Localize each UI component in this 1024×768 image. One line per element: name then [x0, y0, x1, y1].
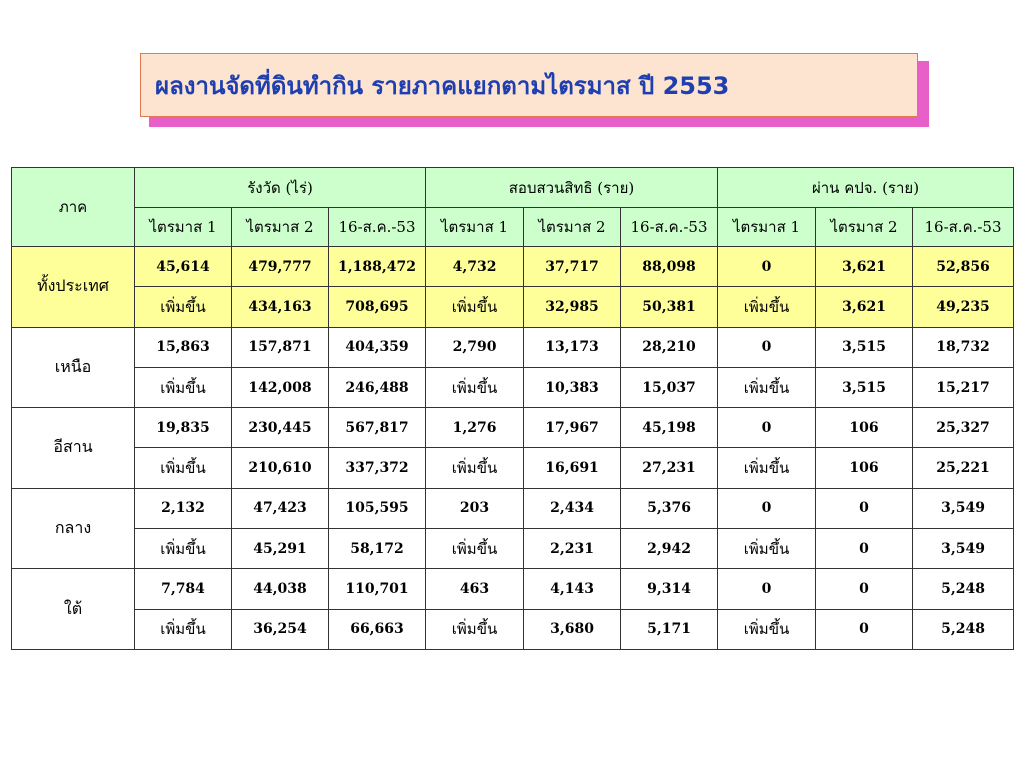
table-cell: 1,188,472	[329, 247, 426, 287]
subheader: ไตรมาส 1	[426, 208, 524, 247]
table-cell: 5,171	[621, 609, 718, 649]
table-cell: 210,610	[232, 448, 329, 488]
table-cell: 3,621	[816, 287, 913, 327]
table-cell: 479,777	[232, 247, 329, 287]
table-cell: 230,445	[232, 408, 329, 448]
region-name: อีสาน	[12, 408, 135, 489]
increase-label: เพิ่มขึ้น	[426, 448, 524, 488]
table-cell: 16,691	[524, 448, 621, 488]
subheader: ไตรมาส 1	[135, 208, 232, 247]
table-cell: 0	[816, 529, 913, 569]
increase-label: เพิ่มขึ้น	[718, 367, 816, 407]
increase-label: เพิ่มขึ้น	[426, 287, 524, 327]
table-cell: 3,515	[816, 367, 913, 407]
table-cell: 15,863	[135, 327, 232, 367]
table-cell: 88,098	[621, 247, 718, 287]
table-cell: 3,549	[913, 488, 1014, 528]
table-body	[12, 247, 1014, 650]
increase-label: เพิ่มขึ้น	[135, 287, 232, 327]
table-cell: 5,248	[913, 609, 1014, 649]
table-cell: 25,327	[913, 408, 1014, 448]
slide-title: ผลงานจัดที่ดินทำกิน รายภาคแยกตามไตรมาส ปี 2553	[155, 71, 730, 100]
table-cell: 10,383	[524, 367, 621, 407]
table-cell: 15,217	[913, 367, 1014, 407]
table-cell: 49,235	[913, 287, 1014, 327]
table-cell: 404,359	[329, 327, 426, 367]
region-name: เหนือ	[12, 327, 135, 408]
table-cell: 13,173	[524, 327, 621, 367]
table-cell: 5,376	[621, 488, 718, 528]
table-cell: 2,790	[426, 327, 524, 367]
table-cell: 3,621	[816, 247, 913, 287]
table-row-central-2	[12, 529, 1014, 569]
table-cell: 2,942	[621, 529, 718, 569]
table-cell: 17,967	[524, 408, 621, 448]
table-cell: 9,314	[621, 569, 718, 609]
subheader: ไตรมาส 2	[232, 208, 329, 247]
table-row-northeast-1	[12, 408, 1014, 448]
increase-label: เพิ่มขึ้น	[135, 367, 232, 407]
table-cell: 157,871	[232, 327, 329, 367]
table-cell: 47,423	[232, 488, 329, 528]
table-cell: 0	[718, 327, 816, 367]
increase-label: เพิ่มขึ้น	[135, 529, 232, 569]
subheader: ไตรมาส 2	[816, 208, 913, 247]
region-header: ภาค	[12, 168, 135, 247]
subheader: ไตรมาส 2	[524, 208, 621, 247]
table-cell: 45,198	[621, 408, 718, 448]
table-cell: 19,835	[135, 408, 232, 448]
table-cell: 66,663	[329, 609, 426, 649]
table-cell: 203	[426, 488, 524, 528]
table-cell: 2,132	[135, 488, 232, 528]
table-cell: 44,038	[232, 569, 329, 609]
table-cell: 52,856	[913, 247, 1014, 287]
increase-label: เพิ่มขึ้น	[718, 529, 816, 569]
table-cell: 0	[718, 408, 816, 448]
title-box	[140, 53, 918, 117]
table-row-northeast-2	[12, 448, 1014, 488]
table-cell: 4,732	[426, 247, 524, 287]
header-row-periods	[12, 208, 1014, 247]
region-name: กลาง	[12, 488, 135, 569]
table-cell: 0	[718, 569, 816, 609]
table-row-nationwide-2	[12, 287, 1014, 327]
region-name: ทั้งประเทศ	[12, 247, 135, 328]
table-row-south-2	[12, 609, 1014, 649]
increase-label: เพิ่มขึ้น	[135, 609, 232, 649]
table-cell: 0	[718, 488, 816, 528]
increase-label: เพิ่มขึ้น	[426, 609, 524, 649]
header-row-groups	[12, 168, 1014, 208]
table-cell: 106	[816, 448, 913, 488]
table-cell: 15,037	[621, 367, 718, 407]
table-row-central-1	[12, 488, 1014, 528]
table-cell: 5,248	[913, 569, 1014, 609]
group-header-investigation: สอบสวนสิทธิ (ราย)	[426, 168, 718, 208]
table-cell: 0	[718, 247, 816, 287]
table-cell: 463	[426, 569, 524, 609]
table-cell: 45,614	[135, 247, 232, 287]
table-cell: 3,515	[816, 327, 913, 367]
table-cell: 0	[816, 609, 913, 649]
table-cell: 32,985	[524, 287, 621, 327]
table-cell: 142,008	[232, 367, 329, 407]
table-row-nationwide-1	[12, 247, 1014, 287]
table-cell: 567,817	[329, 408, 426, 448]
table-cell: 25,221	[913, 448, 1014, 488]
table-row-south-1	[12, 569, 1014, 609]
table-cell: 434,163	[232, 287, 329, 327]
table-cell: 3,549	[913, 529, 1014, 569]
table-cell: 3,680	[524, 609, 621, 649]
increase-label: เพิ่มขึ้น	[426, 367, 524, 407]
subheader: 16-ส.ค.-53	[913, 208, 1014, 247]
table-cell: 28,210	[621, 327, 718, 367]
table-cell: 2,434	[524, 488, 621, 528]
region-name: ใต้	[12, 569, 135, 650]
increase-label: เพิ่มขึ้น	[426, 529, 524, 569]
table-cell: 7,784	[135, 569, 232, 609]
table-cell: 110,701	[329, 569, 426, 609]
increase-label: เพิ่มขึ้น	[718, 287, 816, 327]
table-cell: 18,732	[913, 327, 1014, 367]
table-cell: 2,231	[524, 529, 621, 569]
results-table	[11, 167, 1014, 650]
subheader: 16-ส.ค.-53	[621, 208, 718, 247]
table-cell: 45,291	[232, 529, 329, 569]
table-cell: 708,695	[329, 287, 426, 327]
table-cell: 58,172	[329, 529, 426, 569]
table-cell: 37,717	[524, 247, 621, 287]
table-cell: 246,488	[329, 367, 426, 407]
increase-label: เพิ่มขึ้น	[718, 609, 816, 649]
table-cell: 105,595	[329, 488, 426, 528]
table-cell: 337,372	[329, 448, 426, 488]
table-row-north-1	[12, 327, 1014, 367]
table-cell: 36,254	[232, 609, 329, 649]
group-header-committee: ผ่าน คปจ. (ราย)	[718, 168, 1014, 208]
table-cell: 1,276	[426, 408, 524, 448]
increase-label: เพิ่มขึ้น	[135, 448, 232, 488]
table-cell: 50,381	[621, 287, 718, 327]
table-cell: 0	[816, 569, 913, 609]
table-cell: 27,231	[621, 448, 718, 488]
table-row-north-2	[12, 367, 1014, 407]
table-cell: 4,143	[524, 569, 621, 609]
subheader: 16-ส.ค.-53	[329, 208, 426, 247]
table-cell: 106	[816, 408, 913, 448]
table-cell: 0	[816, 488, 913, 528]
subheader: ไตรมาส 1	[718, 208, 816, 247]
increase-label: เพิ่มขึ้น	[718, 448, 816, 488]
group-header-survey: รังวัด (ไร่)	[135, 168, 426, 208]
